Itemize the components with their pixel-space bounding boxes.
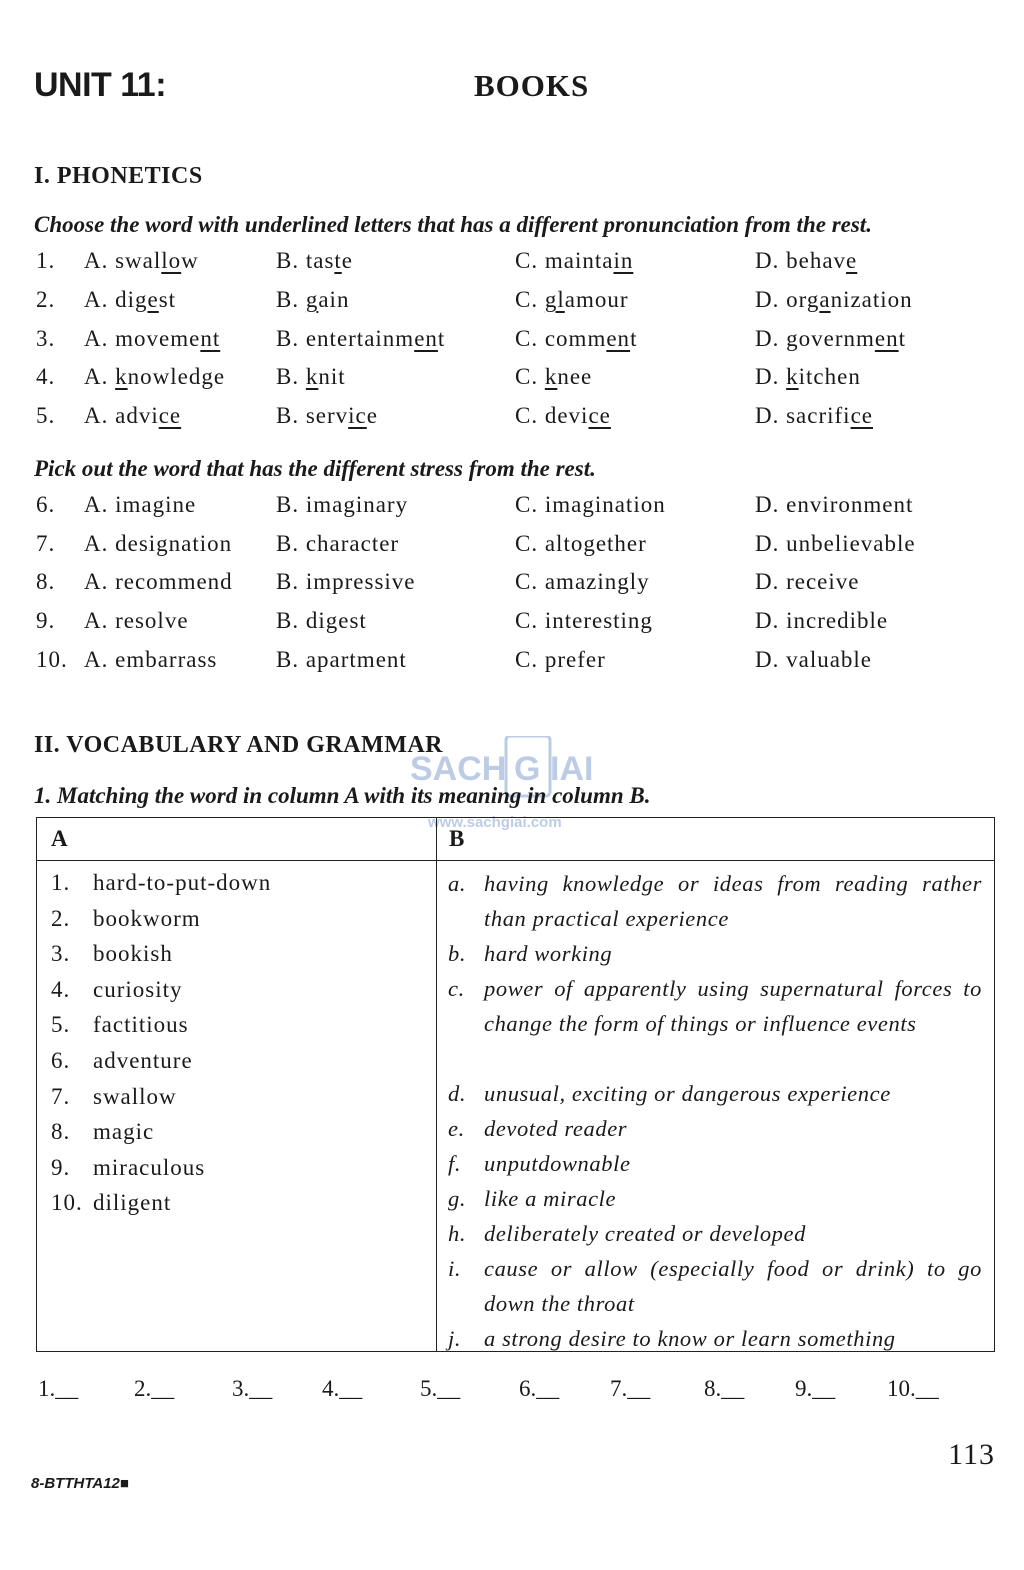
phonetics-heading: I. PHONETICS — [34, 163, 203, 189]
column-divider — [436, 818, 437, 1351]
column-a-word: bookworm — [93, 905, 201, 931]
option-b: B. taste — [276, 248, 353, 273]
svg-text:SACH: SACH — [410, 750, 507, 788]
option-b: B. character — [276, 531, 400, 556]
option-d: D. government — [755, 326, 906, 351]
column-a-item — [51, 870, 271, 896]
column-a-word: miraculous — [93, 1154, 206, 1180]
option-c: C. knee — [515, 364, 593, 389]
column-a-number: 2. — [51, 905, 71, 931]
answer-blank[interactable]: 4.__ — [322, 1376, 363, 1401]
option-b: B. impressive — [276, 569, 416, 594]
column-a-number: 4. — [51, 976, 71, 1002]
option-a: A. imagine — [84, 492, 197, 517]
question-row — [0, 248, 1024, 286]
answer-blank[interactable]: 8.__ — [704, 1376, 745, 1401]
column-a-word: bookish — [93, 941, 173, 967]
option-b: B. apartment — [276, 647, 407, 672]
option-d: D. kitchen — [755, 364, 861, 389]
column-a-word: magic — [93, 1119, 155, 1145]
column-a-header: A — [51, 826, 68, 851]
question-number: 9. — [36, 608, 56, 633]
option-a: A. digest — [84, 287, 177, 312]
option-d: D. receive — [755, 569, 860, 594]
option-d: D. behave — [755, 248, 858, 273]
question-number: 6. — [36, 492, 56, 517]
answer-blanks — [0, 1376, 1024, 1410]
question-number: 7. — [36, 531, 56, 556]
column-b-meaning: devoted reader — [484, 1116, 628, 1141]
option-b: B. service — [276, 403, 378, 428]
column-a-item — [51, 1190, 171, 1216]
svg-text:IAI: IAI — [550, 750, 594, 788]
svg-text:G: G — [514, 750, 541, 788]
column-b-letter: d. — [448, 1081, 467, 1106]
answer-blank[interactable]: 10.__ — [887, 1376, 939, 1401]
column-a-number: 10. — [51, 1190, 83, 1216]
column-b-letter: c. — [448, 976, 465, 1001]
answer-blank[interactable]: 9.__ — [795, 1376, 836, 1401]
footer-code: 8-BTTHTA12■ — [31, 1475, 129, 1492]
column-a-item — [51, 941, 173, 967]
option-c: C. glamour — [515, 287, 629, 312]
answer-blank[interactable]: 5.__ — [420, 1376, 461, 1401]
column-b-letter: j. — [448, 1326, 462, 1351]
option-d: D. organization — [755, 287, 913, 312]
option-a: A. recommend — [84, 569, 233, 594]
question-number: 2. — [36, 287, 56, 312]
question-number: 10. — [36, 647, 68, 672]
column-b-meaning: having knowledge or ideas from reading rather than practical experience — [484, 871, 982, 931]
column-a-number: 6. — [51, 1048, 71, 1073]
option-a: A. knowledge — [84, 364, 226, 389]
column-a-number: 3. — [51, 941, 71, 967]
option-d: D. environment — [755, 492, 914, 517]
column-b-meaning: unusual, exciting or dangerous experience — [484, 1081, 891, 1106]
option-a: A. resolve — [84, 608, 189, 633]
question-number: 3. — [36, 326, 56, 351]
option-c: C. device — [515, 403, 611, 428]
option-d: D. valuable — [755, 647, 873, 672]
column-a-word: hard-to-put-down — [93, 870, 272, 895]
column-b-meaning: hard working — [484, 941, 613, 966]
column-a-item — [51, 1119, 154, 1145]
question-row — [0, 364, 1024, 402]
column-a-number: 9. — [51, 1154, 71, 1180]
column-a-number: 7. — [51, 1083, 71, 1109]
option-b: B. knit — [276, 364, 346, 389]
column-b-meaning: cause or allow (especially food or drink) to go down the throat — [484, 1256, 982, 1316]
column-b-meaning: deliberately created or developed — [484, 1221, 806, 1246]
column-a-word: factitious — [93, 1012, 189, 1038]
column-b-letter: g. — [448, 1186, 467, 1211]
option-d: D. incredible — [755, 608, 889, 633]
option-d: D. unbelievable — [755, 531, 916, 556]
question-number: 5. — [36, 403, 56, 428]
answer-blank[interactable]: 3.__ — [232, 1376, 273, 1401]
column-a-item — [51, 1084, 177, 1110]
column-a-word: adventure — [93, 1048, 193, 1073]
option-a: A. embarrass — [84, 647, 218, 672]
column-a-word: swallow — [93, 1083, 177, 1109]
column-b-letter: f. — [448, 1151, 462, 1176]
column-b-item — [448, 1181, 982, 1216]
option-a: A. swallow — [84, 248, 199, 273]
column-a-item — [51, 977, 183, 1003]
vocab-instruction: 1. Matching the word in column A with its meaning in column B. — [34, 783, 651, 808]
column-a-item — [51, 906, 201, 932]
phonetics-instruction-1: Choose the word with underlined letters that has a different pronunciation from the rest. — [34, 212, 872, 237]
question-row — [0, 647, 1024, 685]
phonetics-instruction-2: Pick out the word that has the different stress from the rest. — [34, 456, 596, 481]
question-number: 8. — [36, 569, 56, 594]
column-a-word: curiosity — [93, 976, 183, 1002]
column-b-letter: a. — [448, 871, 467, 896]
option-b: B. entertainment — [276, 326, 446, 351]
column-b-item — [448, 1146, 982, 1181]
answer-blank[interactable]: 1.__ — [38, 1376, 79, 1401]
option-d: D. sacrifice — [755, 403, 873, 428]
column-b-letter: e. — [448, 1116, 465, 1141]
option-b: B. gain — [276, 287, 350, 312]
column-b-item — [448, 866, 982, 936]
vocab-heading: II. VOCABULARY AND GRAMMAR — [34, 732, 444, 758]
column-a-number: 8. — [51, 1119, 71, 1145]
column-b-header: B — [449, 826, 465, 851]
column-b-letter: h. — [448, 1221, 467, 1246]
option-a: A. designation — [84, 531, 233, 556]
column-a-number: 1. — [51, 870, 71, 895]
unit-title: BOOKS — [474, 68, 590, 103]
column-b-item — [448, 971, 982, 1041]
option-b: B. digest — [276, 608, 367, 633]
svg-text:www.sachgiai.com: www.sachgiai.com — [428, 814, 562, 831]
column-a-word: diligent — [93, 1190, 172, 1216]
page-number: 113 — [948, 1438, 995, 1471]
question-row — [0, 492, 1024, 530]
column-a-item — [51, 1048, 193, 1074]
column-b-item — [448, 936, 982, 971]
column-a-number: 5. — [51, 1012, 71, 1038]
answer-blank[interactable]: 7.__ — [610, 1376, 651, 1401]
column-a-item — [51, 1012, 189, 1038]
answer-blank[interactable]: 2.__ — [134, 1376, 175, 1401]
question-row — [0, 569, 1024, 607]
answer-blank[interactable]: 6.__ — [519, 1376, 560, 1401]
option-a: A. movement — [84, 326, 221, 351]
option-c: C. interesting — [515, 608, 653, 633]
option-c: C. maintain — [515, 248, 634, 273]
option-c: C. altogether — [515, 531, 647, 556]
question-number: 4. — [36, 364, 56, 389]
column-b-letter: i. — [448, 1256, 462, 1281]
column-b-item — [448, 1076, 982, 1111]
column-b-item — [448, 1321, 982, 1356]
question-row — [0, 326, 1024, 364]
matching-table — [36, 817, 995, 1352]
column-b-meaning: a strong desire to know or learn something — [484, 1326, 896, 1351]
header-divider — [37, 860, 994, 861]
column-b-item — [448, 1251, 982, 1321]
column-b-meaning: unputdownable — [484, 1151, 631, 1176]
column-a-item — [51, 1155, 205, 1181]
column-b-item — [448, 1216, 982, 1251]
column-b-item — [448, 1111, 982, 1146]
question-row — [0, 403, 1024, 441]
question-row — [0, 531, 1024, 569]
question-row — [0, 608, 1024, 646]
question-number: 1. — [36, 248, 56, 273]
option-b: B. imaginary — [276, 492, 409, 517]
unit-label: UNIT 11: — [34, 66, 167, 104]
option-a: A. advice — [84, 403, 182, 428]
option-c: C. prefer — [515, 647, 606, 672]
question-row — [0, 287, 1024, 325]
option-c: C. amazingly — [515, 569, 650, 594]
column-b-meaning: like a miracle — [484, 1186, 617, 1211]
column-b-meaning: power of apparently using supernatural forces to change the form of things or influence events — [484, 976, 982, 1036]
column-b-letter: b. — [448, 941, 467, 966]
option-c: C. imagination — [515, 492, 666, 517]
option-c: C. comment — [515, 326, 638, 351]
